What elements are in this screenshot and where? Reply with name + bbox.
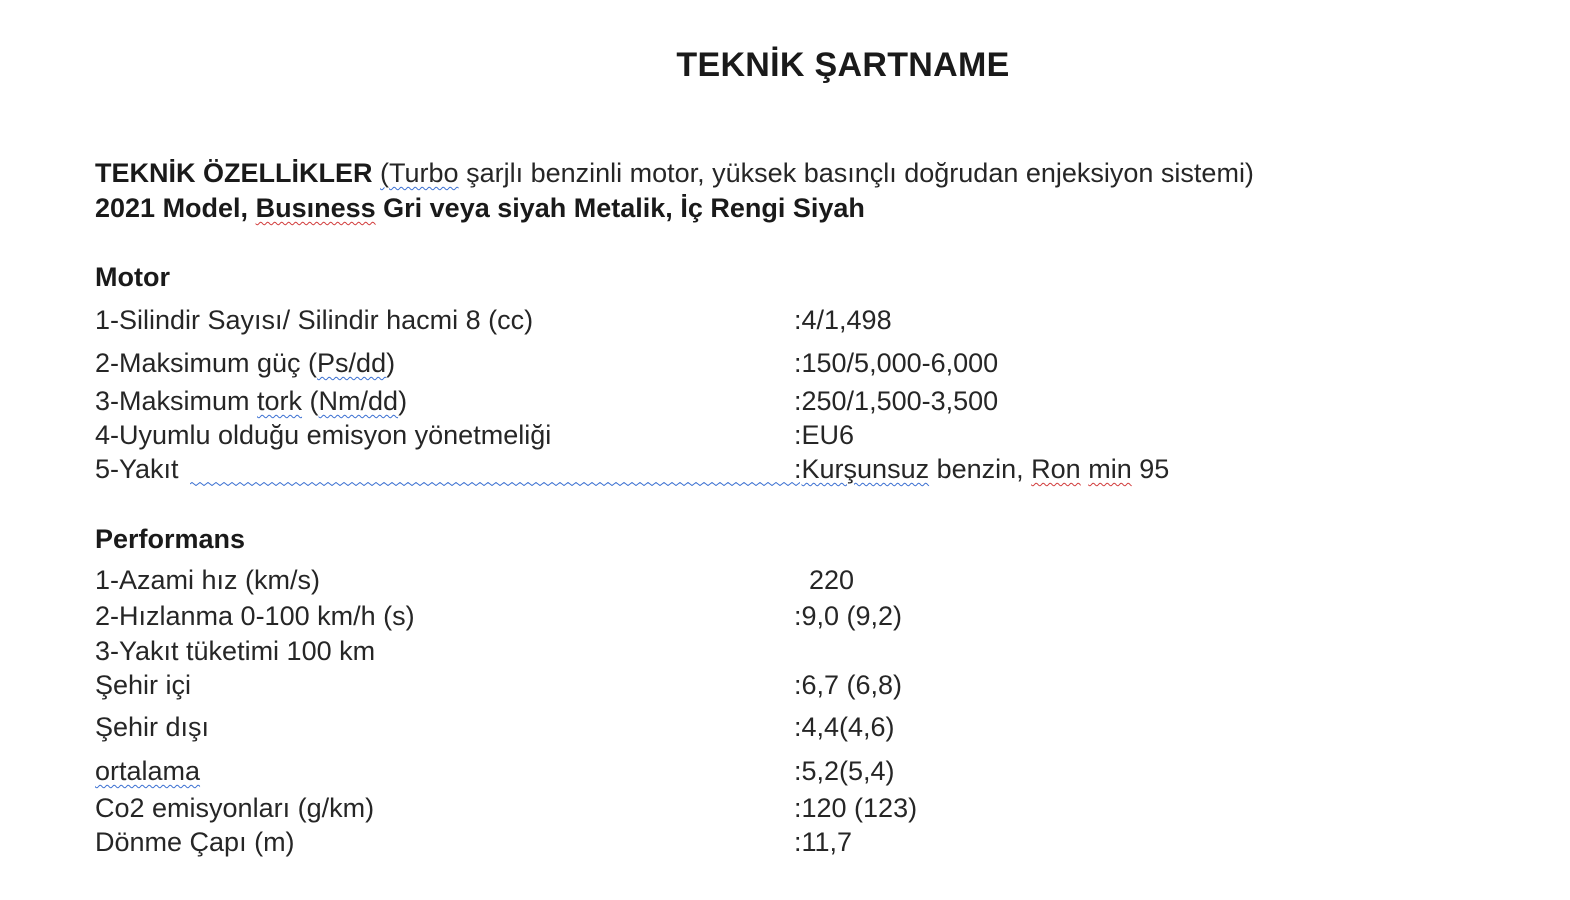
motor-row-2	[95, 348, 1395, 382]
row-label: 5-Yakıt	[95, 454, 179, 484]
page-title: TEKNİK ŞARTNAME	[676, 46, 1010, 84]
row-label: 1-Azami hız (km/s)	[95, 565, 321, 595]
performans-row-8	[95, 827, 1395, 861]
row-value: :150/5,000-6,000	[794, 348, 999, 378]
row-label: 2-Hızlanma 0-100 km/h (s)	[95, 601, 415, 631]
label-part: )	[386, 348, 396, 378]
row-label	[95, 348, 395, 379]
row-value: :9,0 (9,2)	[794, 601, 903, 631]
row-label: ortalama	[95, 756, 201, 786]
row-value: :EU6	[794, 420, 855, 450]
row-value: :120 (123)	[794, 793, 918, 823]
value-part: :	[794, 454, 802, 484]
row-label: 1-Silindir Sayısı/ Silindir hacmi 8 (cc)	[95, 305, 534, 335]
row-value: 220	[794, 565, 855, 595]
value-part-flagged: Kurşunsuz	[801, 454, 930, 484]
business-word: Busıness	[255, 193, 376, 223]
row-label: Co2 emisyonları (g/km)	[95, 793, 375, 823]
model-year: 2021 Model,	[95, 193, 249, 223]
row-label	[95, 386, 407, 417]
row-label: Şehir dışı	[95, 712, 210, 742]
row-label: Dönme Çapı (m)	[95, 827, 295, 857]
motor-row-1	[95, 305, 1395, 339]
row-value: :5,2(5,4)	[794, 756, 895, 786]
intro-turbo-word: Turbo	[389, 158, 459, 188]
color-description: Gri veya siyah Metalik, İç Rengi Siyah	[383, 193, 865, 223]
intro-description: şarjlı benzinli motor, yüksek basınçlı doğrudan enjeksiyon sistemi)	[466, 158, 1254, 188]
motor-row-3	[95, 386, 1395, 420]
label-part: )	[398, 386, 408, 416]
label-part: 2-Maksimum güç (	[95, 348, 318, 378]
row-label: 3-Yakıt tüketimi 100 km	[95, 636, 376, 666]
label-part-flagged: Ps/dd	[317, 348, 387, 378]
label-part: 3-Maksimum	[95, 386, 258, 416]
performans-row-6	[95, 756, 1395, 790]
grammar-squiggle	[190, 482, 800, 486]
row-value: :250/1,500-3,500	[794, 386, 999, 416]
performans-row-2	[95, 601, 1395, 635]
performans-row-4	[95, 670, 1395, 704]
row-value: :4,4(4,6)	[794, 712, 895, 742]
intro-paren: (	[380, 158, 390, 188]
label-part-flagged: Nm/dd	[318, 386, 399, 416]
motor-row-4	[95, 420, 1395, 454]
value-part-flagged: min	[1088, 454, 1132, 484]
value-part: 95	[1131, 454, 1170, 484]
label-part: (	[302, 386, 319, 416]
motor-heading: Motor	[95, 262, 170, 292]
value-part-flagged: Ron	[1031, 454, 1081, 484]
row-value: :4/1,498	[794, 305, 892, 335]
label-part-flagged: tork	[257, 386, 303, 416]
row-value: :6,7 (6,8)	[794, 670, 903, 700]
row-label: 4-Uyumlu olduğu emisyon yönetmeliği	[95, 420, 552, 450]
row-label: Şehir içi	[95, 670, 192, 700]
intro-line-2	[95, 193, 865, 224]
intro-heading: TEKNİK ÖZELLİKLER	[95, 158, 373, 188]
intro-line-1	[95, 158, 1254, 189]
performans-row-3	[95, 636, 1395, 670]
performans-row-7	[95, 793, 1395, 827]
row-value: :11,7	[794, 827, 853, 857]
performans-row-5	[95, 712, 1395, 746]
performans-heading: Performans	[95, 524, 246, 554]
row-value	[794, 454, 1169, 485]
value-part: benzin,	[929, 454, 1032, 484]
performans-row-1	[95, 565, 1395, 599]
